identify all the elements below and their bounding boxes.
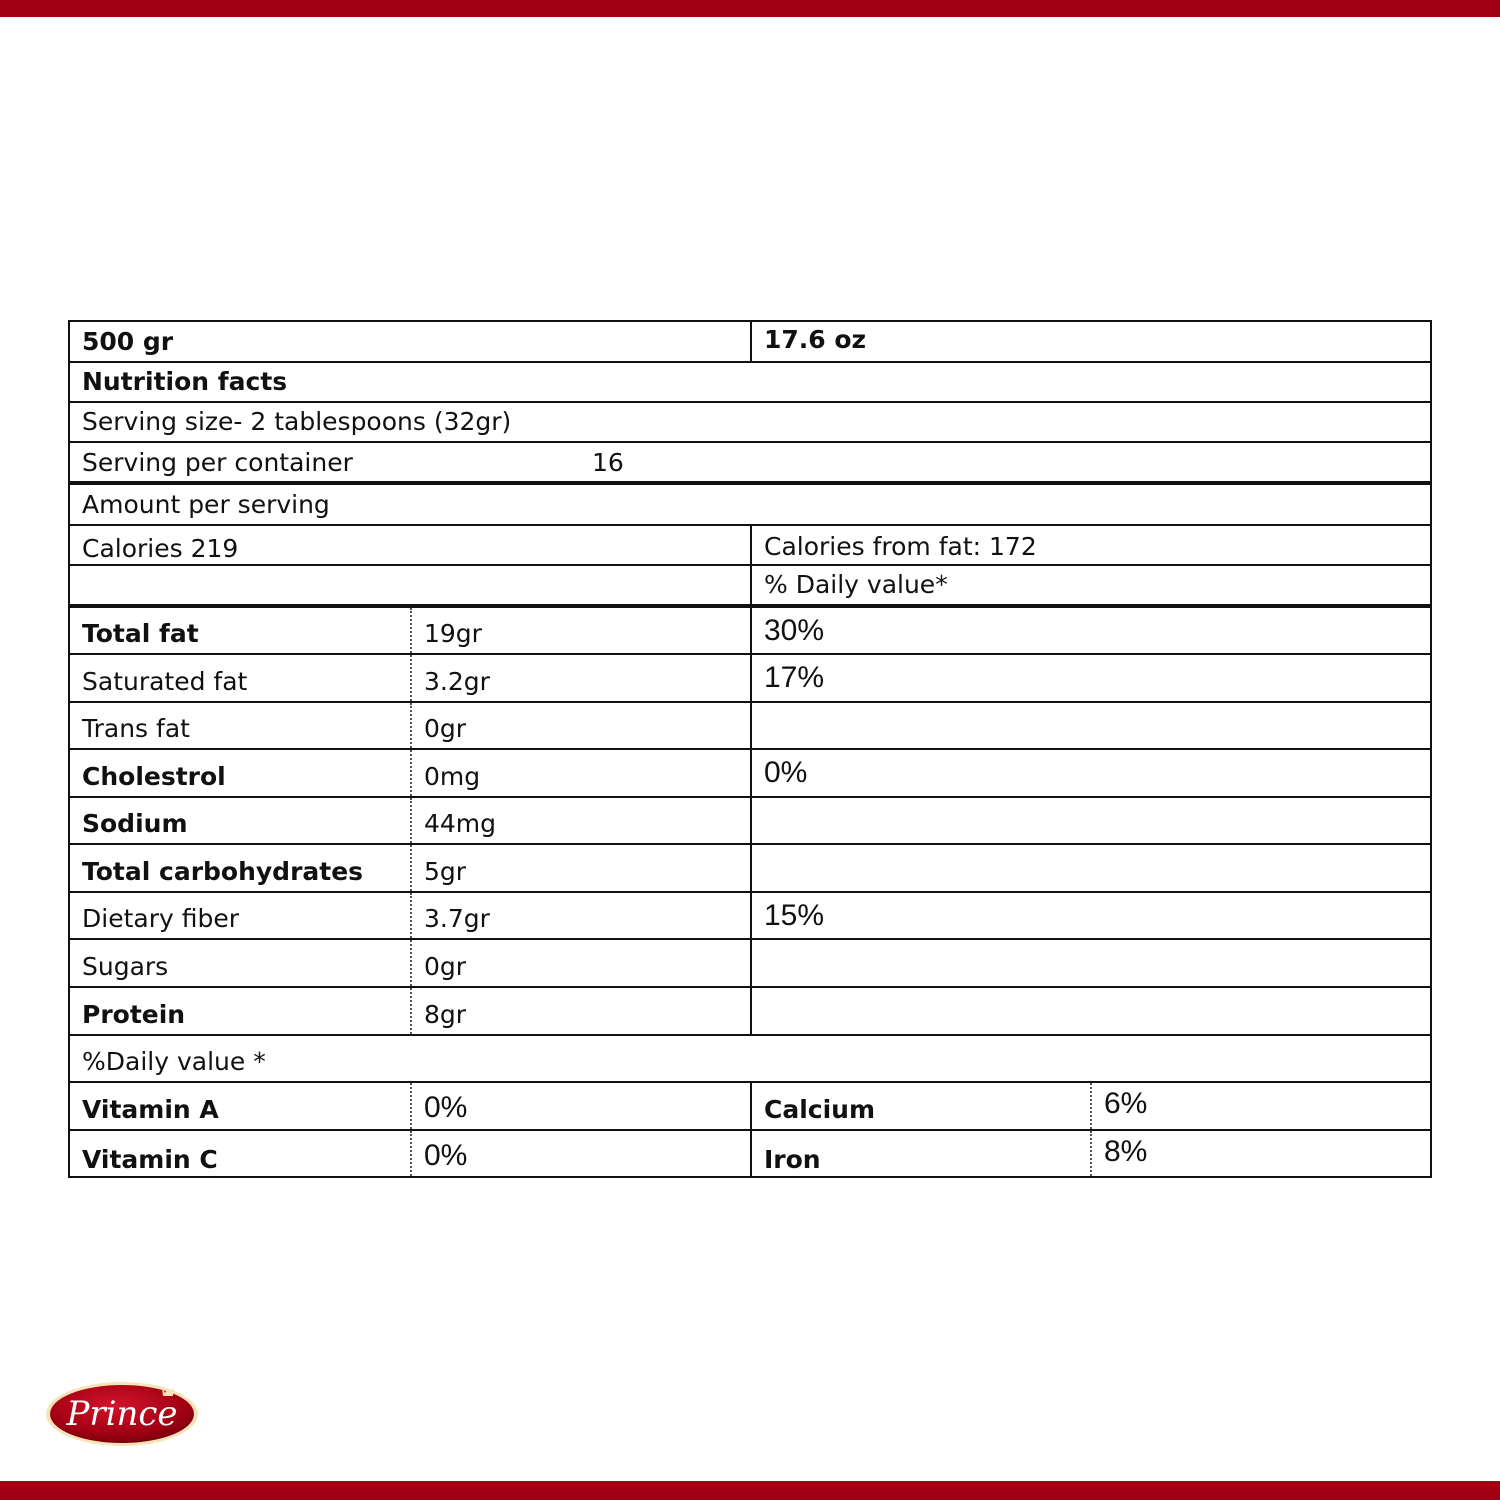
nutrient-name-cell — [70, 703, 410, 748]
nutrient-amount: 3.2gr — [424, 667, 490, 696]
mineral-name: Iron — [764, 1145, 821, 1174]
daily-value-footer: %Daily value * — [82, 1047, 266, 1076]
nutrient-amount: 0gr — [424, 952, 467, 981]
amount-per-serving-cell — [70, 485, 1430, 524]
nutrient-row — [70, 798, 1430, 845]
nutrient-dv-cell — [750, 845, 1430, 891]
nutrient-amount-cell — [410, 798, 750, 843]
weight-metric-cell — [70, 322, 750, 361]
nutrient-dv: 30% — [764, 614, 825, 647]
nutrient-name: Sodium — [82, 809, 188, 838]
vitamin-name-cell — [70, 1083, 410, 1129]
nutrient-dv-cell — [750, 750, 1430, 796]
daily-value-footer-cell — [70, 1036, 1430, 1081]
bottom-accent-bar — [0, 1481, 1500, 1500]
weight-metric: 500 gr — [82, 327, 174, 356]
vitamin-value: 0% — [424, 1091, 468, 1124]
daily-value-header: % Daily value* — [764, 570, 948, 599]
nutrient-amount-cell — [410, 845, 750, 891]
amount-per-serving: Amount per serving — [82, 490, 330, 519]
calories-cell — [70, 526, 750, 564]
nutrient-amount-cell — [410, 655, 750, 701]
nutrient-row — [70, 655, 1430, 703]
nutrient-dv: 0% — [764, 756, 808, 789]
mineral-value: 6% — [1104, 1087, 1148, 1120]
nutrient-amount: 0gr — [424, 714, 467, 743]
nutrient-dv: 17% — [764, 661, 825, 694]
vitamin-value-cell — [410, 1131, 750, 1176]
nutrient-name: Cholestrol — [82, 762, 226, 791]
serving-size-row — [70, 403, 1430, 443]
weight-row — [70, 322, 1430, 363]
nutrient-name: Trans fat — [82, 714, 190, 743]
nutrient-name-cell — [70, 750, 410, 796]
mineral-value: 8% — [1104, 1135, 1148, 1168]
amount-per-serving-row — [70, 485, 1430, 526]
nutrient-row — [70, 988, 1430, 1036]
mineral-name: Calcium — [764, 1095, 876, 1124]
calories-from-fat: Calories from fat: 172 — [764, 532, 1037, 561]
nutrient-name: Sugars — [82, 952, 169, 981]
nutrient-dv: 15% — [764, 899, 825, 932]
nutrient-dv-cell — [750, 988, 1430, 1034]
daily-value-header-empty — [70, 566, 750, 604]
nutrient-amount-cell — [410, 703, 750, 748]
mineral-name-cell — [750, 1131, 1090, 1176]
prince-logo — [44, 1376, 200, 1448]
nutrient-name-cell — [70, 845, 410, 891]
title-row — [70, 363, 1430, 403]
nutrient-amount-cell — [410, 893, 750, 938]
nutrient-amount: 44mg — [424, 809, 497, 838]
nutrition-label — [68, 320, 1432, 1178]
nutrient-row — [70, 750, 1430, 798]
serving-size: Serving size- 2 tablespoons (32gr) — [82, 407, 512, 436]
nutrient-dv-cell — [750, 940, 1430, 986]
nutrient-dv-cell — [750, 893, 1430, 938]
calories-row — [70, 526, 1430, 566]
nutrient-name: Protein — [82, 1000, 186, 1029]
nutrient-dv-cell — [750, 703, 1430, 748]
nutrient-row — [70, 703, 1430, 750]
nutrient-amount: 19gr — [424, 619, 482, 648]
mineral-name-cell — [750, 1083, 1090, 1129]
mineral-value-cell — [1090, 1131, 1430, 1176]
nutrient-row — [70, 845, 1430, 893]
weight-imperial-cell — [750, 322, 1430, 361]
daily-value-header-cell — [750, 566, 1430, 604]
nutrient-amount: 3.7gr — [424, 904, 490, 933]
nutrient-name: Dietary fiber — [82, 904, 239, 933]
nutrient-amount-cell — [410, 940, 750, 986]
daily-value-header-row — [70, 566, 1430, 608]
nutrient-amount: 5gr — [424, 857, 467, 886]
nutrient-dv-cell — [750, 798, 1430, 843]
calories-from-fat-cell — [750, 526, 1430, 564]
vitamin-value-cell — [410, 1083, 750, 1129]
calories: Calories 219 — [82, 534, 239, 563]
nutrient-row — [70, 940, 1430, 988]
weight-imperial: 17.6 oz — [764, 325, 867, 354]
nutrient-name: Saturated fat — [82, 667, 248, 696]
label-title: Nutrition facts — [82, 367, 288, 396]
vitamin-row — [70, 1083, 1430, 1131]
nutrient-row — [70, 608, 1430, 655]
logo-text: Prince — [66, 1394, 178, 1434]
nutrient-name-cell — [70, 893, 410, 938]
serving-per-container-label: Serving per container — [82, 448, 353, 477]
nutrient-amount: 8gr — [424, 1000, 467, 1029]
mineral-value-cell — [1090, 1083, 1430, 1129]
nutrient-row — [70, 893, 1430, 940]
vitamin-name: Vitamin A — [82, 1095, 219, 1124]
nutrient-name-cell — [70, 608, 410, 653]
nutrient-name-cell — [70, 798, 410, 843]
daily-value-footer-row — [70, 1036, 1430, 1083]
nutrient-name: Total fat — [82, 619, 199, 648]
serving-per-container-row — [70, 443, 1430, 485]
nutrient-dv-cell — [750, 608, 1430, 653]
nutrient-name-cell — [70, 988, 410, 1034]
nutrient-name: Total carbohydrates — [82, 857, 364, 886]
nutrient-dv-cell — [750, 655, 1430, 701]
nutrient-amount-cell — [410, 750, 750, 796]
top-accent-bar — [0, 0, 1500, 17]
vitamin-name-cell — [70, 1131, 410, 1176]
vitamin-row — [70, 1131, 1430, 1176]
nutrient-amount-cell — [410, 988, 750, 1034]
nutrient-name-cell — [70, 655, 410, 701]
title-cell — [70, 363, 1430, 401]
vitamin-value: 0% — [424, 1139, 468, 1172]
serving-per-container-cell — [70, 443, 1430, 481]
serving-per-container-value: 16 — [592, 448, 624, 477]
nutrient-amount: 0mg — [424, 762, 481, 791]
nutrient-amount-cell — [410, 608, 750, 653]
serving-size-cell — [70, 403, 1430, 441]
nutrient-name-cell — [70, 940, 410, 986]
vitamin-name: Vitamin C — [82, 1145, 218, 1174]
